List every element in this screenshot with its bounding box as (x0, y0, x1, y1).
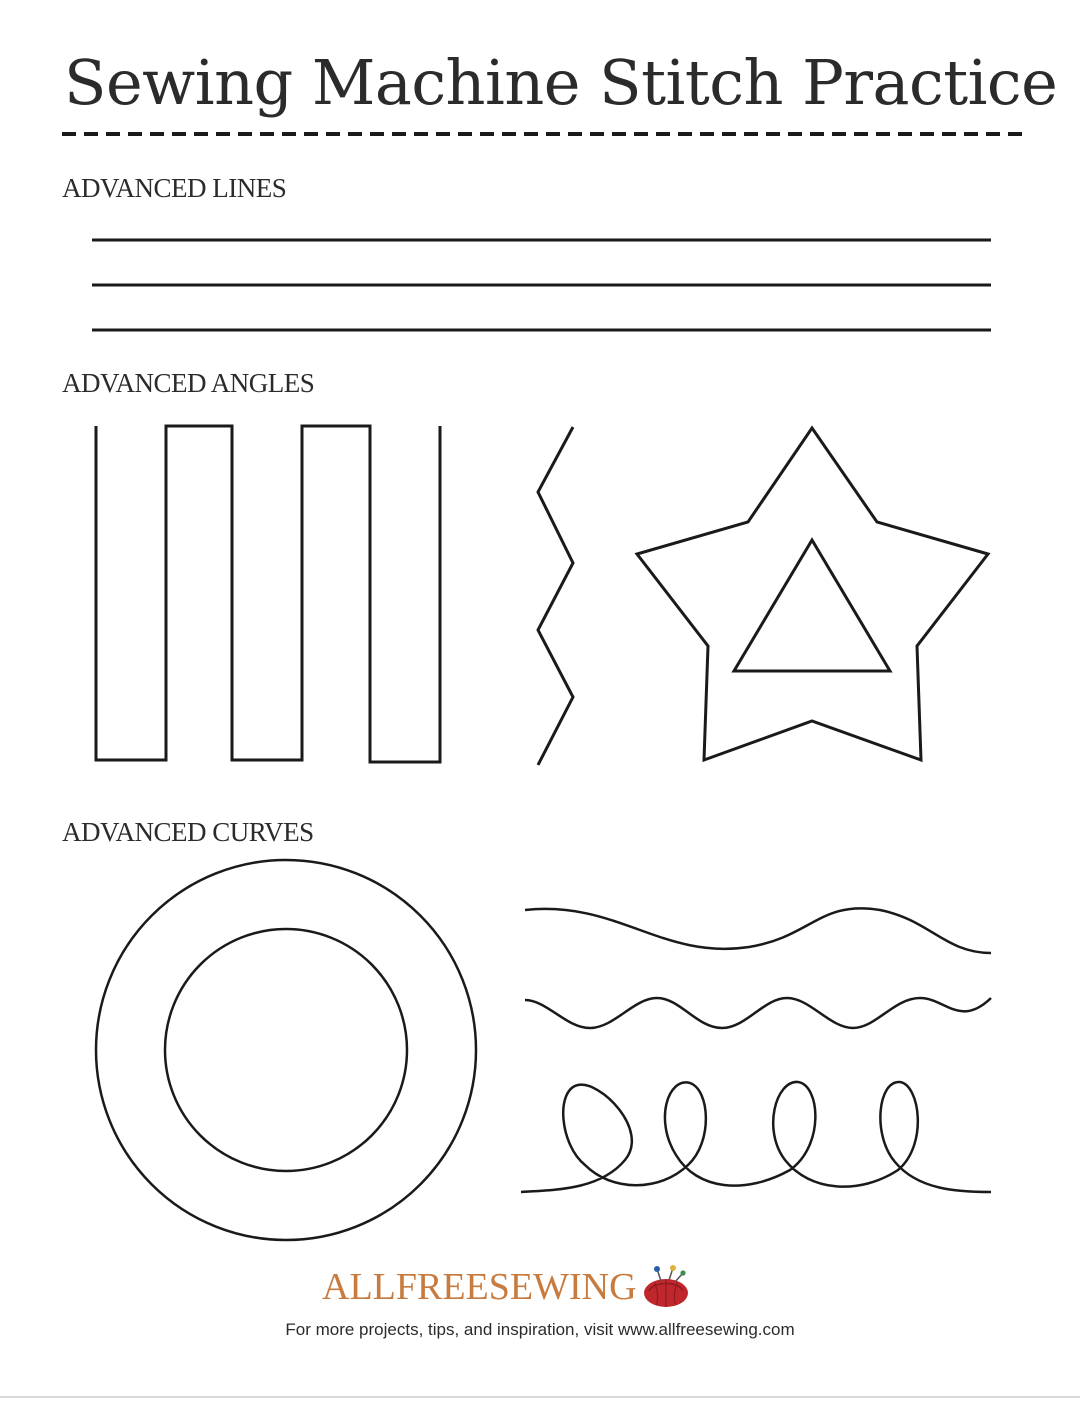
tight-wave-shape (525, 998, 991, 1028)
zigzag-shape (538, 427, 573, 765)
pincushion-icon (641, 1265, 691, 1309)
gentle-wave-shape (525, 908, 991, 953)
brand-logo[interactable] (322, 1264, 691, 1310)
triangle-shape (734, 540, 890, 671)
advanced-angles-group (96, 426, 988, 765)
page-title: Sewing Machine Stitch Practice (64, 46, 1058, 119)
page-bottom-rule (0, 1396, 1080, 1398)
star-shape (637, 428, 988, 760)
outer-circle-shape (96, 860, 476, 1240)
advanced-lines-group (92, 240, 991, 330)
square-wave-shape (96, 426, 440, 762)
inner-circle-shape (165, 929, 407, 1171)
footer-tagline[interactable]: For more projects, tips, and inspiration, visit www.allfreesewing.com (285, 1320, 795, 1339)
advanced-curves-group (96, 860, 991, 1240)
brand-name: ALLFREESEWING (322, 1266, 637, 1308)
loop-chain-shape (521, 1082, 991, 1192)
section-label-curves: ADVANCED CURVES (62, 817, 314, 847)
section-label-angles: ADVANCED ANGLES (62, 368, 315, 398)
section-label-lines: ADVANCED LINES (62, 173, 287, 203)
